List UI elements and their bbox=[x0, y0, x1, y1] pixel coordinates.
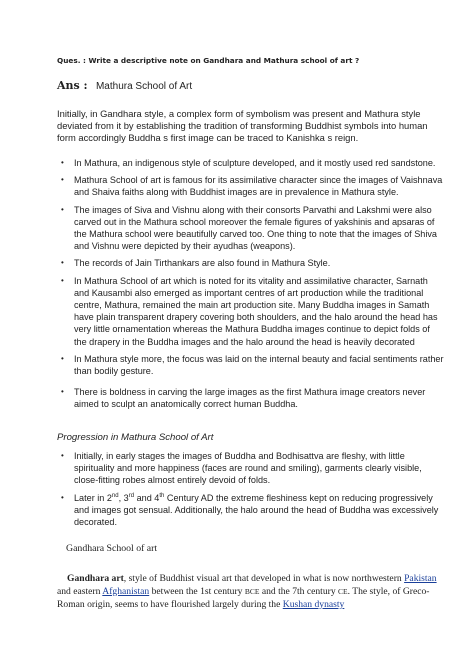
text-segment: and 4 bbox=[134, 492, 160, 503]
pakistan-link[interactable]: Pakistan bbox=[404, 573, 437, 584]
gandhara-paragraph bbox=[57, 573, 452, 611]
intro-paragraph: Initially, in Gandhara style, a complex form of symbolism was present and Mathura style deviated from it by establishing the tradition of transforming Buddhist symbols into human form accordingly Buddha s first image can be traced to Kanishka s reign. bbox=[57, 108, 428, 144]
list-item bbox=[61, 174, 444, 198]
progression-heading: Progression in Mathura School of Art bbox=[57, 432, 214, 443]
bullet-icon: • bbox=[61, 275, 64, 285]
progression-bullet-list bbox=[61, 450, 444, 533]
question-heading: Ques. : Write a descriptive note on Gandhara and Mathura school of art ? bbox=[57, 56, 360, 65]
text-segment: and the 7th century bbox=[259, 585, 339, 597]
list-item bbox=[61, 275, 444, 348]
list-item bbox=[61, 492, 444, 529]
list-item bbox=[61, 450, 444, 487]
text-segment: Later in 2 bbox=[74, 492, 112, 503]
text-segment: , 3 bbox=[118, 492, 129, 503]
bullet-text: There is boldness in carving the large images as the first Mathura image creators never aimed to sculpt an anatomically correct human Buddha. bbox=[74, 387, 426, 410]
gandhara-heading: Gandhara School of art bbox=[66, 543, 158, 554]
list-item bbox=[61, 204, 444, 253]
bullet-icon: • bbox=[61, 158, 64, 167]
bullet-text: Initially, in early stages the images of Buddha and Bodhisattva are fleshy, with little spirituality and more happiness (faces are round and smiling), garments clearly visible, close-fitting robes almost entirely devoid of folds. bbox=[74, 451, 422, 486]
list-item bbox=[61, 157, 444, 169]
ordinal-suffix: nd bbox=[111, 492, 119, 499]
text-segment: Century AD the extreme fleshiness kept on reducing progressively and images got sensual. Additionally, the halo around the head of Buddha was excessively decorated. bbox=[74, 492, 439, 528]
bullet-icon: • bbox=[61, 451, 64, 460]
bullet-icon: • bbox=[61, 204, 64, 214]
bold-term: Gandhara art bbox=[67, 573, 124, 584]
text-segment: between the 1st century bbox=[149, 585, 245, 597]
list-item bbox=[61, 386, 444, 410]
list-item bbox=[61, 353, 444, 377]
text-segment: and eastern bbox=[57, 585, 103, 597]
answer-heading bbox=[57, 79, 437, 93]
answer-label: Ans : bbox=[57, 79, 88, 92]
bullet-icon: • bbox=[61, 175, 64, 185]
list-item bbox=[61, 257, 444, 269]
bullet-text: In Mathura style more, the focus was laid on the internal beauty and facial sentiments rather than bodily gesture. bbox=[74, 353, 444, 377]
bullet-icon: • bbox=[61, 387, 64, 397]
bullet-icon: • bbox=[61, 353, 64, 363]
ordinal-suffix: th bbox=[159, 492, 165, 499]
answer-title: Mathura School of Art bbox=[95, 81, 193, 92]
era-label: CE bbox=[338, 586, 348, 596]
text-segment: , style of Buddhist visual art that developed in what is now northwestern bbox=[123, 573, 405, 584]
bullet-text: The images of Siva and Vishnu along with their consorts Parvathi and Lakshmi were also carved out in the Mathura school moreover the female figures of yakshinis and apsaras of the Mathura school were beautifully carved too. One thing to note that the images of Shiva and Vishnu were depicted by their ayudhas (weapons). bbox=[74, 204, 437, 252]
text-segment: . The style, of Greco-Roman origin, seems to have flourished largely during the bbox=[57, 585, 430, 610]
bullet-text: The records of Jain Tirthankars are also found in Mathura Style. bbox=[74, 258, 331, 269]
ordinal-suffix: rd bbox=[128, 492, 135, 499]
kushan-dynasty-link[interactable]: Kushan dynasty bbox=[282, 598, 345, 610]
bullet-icon: • bbox=[61, 492, 64, 502]
mathura-bullet-list bbox=[61, 157, 444, 416]
bullet-text: In Mathura, an indigenous style of sculpture developed, and it mostly used red sandstone. bbox=[74, 158, 436, 168]
bullet-text: In Mathura School of art which is noted for its vitality and assimilative character, Sarnath and Kausambi also emerged as important centres of art production while the traditional centre, Mathura, remained the main art production site. Many Buddha images in Samath have plain transparent drapery covering both shoulders, and the halo around the head has very little ornamentation whereas the Mathura Buddha images continue to depict folds of the drapery in the Buddha images and the halo around the head is heavily decorated bbox=[74, 275, 438, 347]
bullet-text: Mathura School of art is famous for its assimilative character since the images of Vaishnava and Shaiva faiths along with Buddhist images are in prevalence in Mathura style. bbox=[74, 175, 443, 198]
bullet-text bbox=[74, 493, 438, 527]
bullet-icon: • bbox=[61, 258, 64, 268]
afghanistan-link[interactable]: Afghanistan bbox=[102, 585, 150, 597]
era-label: BCE bbox=[244, 586, 260, 596]
